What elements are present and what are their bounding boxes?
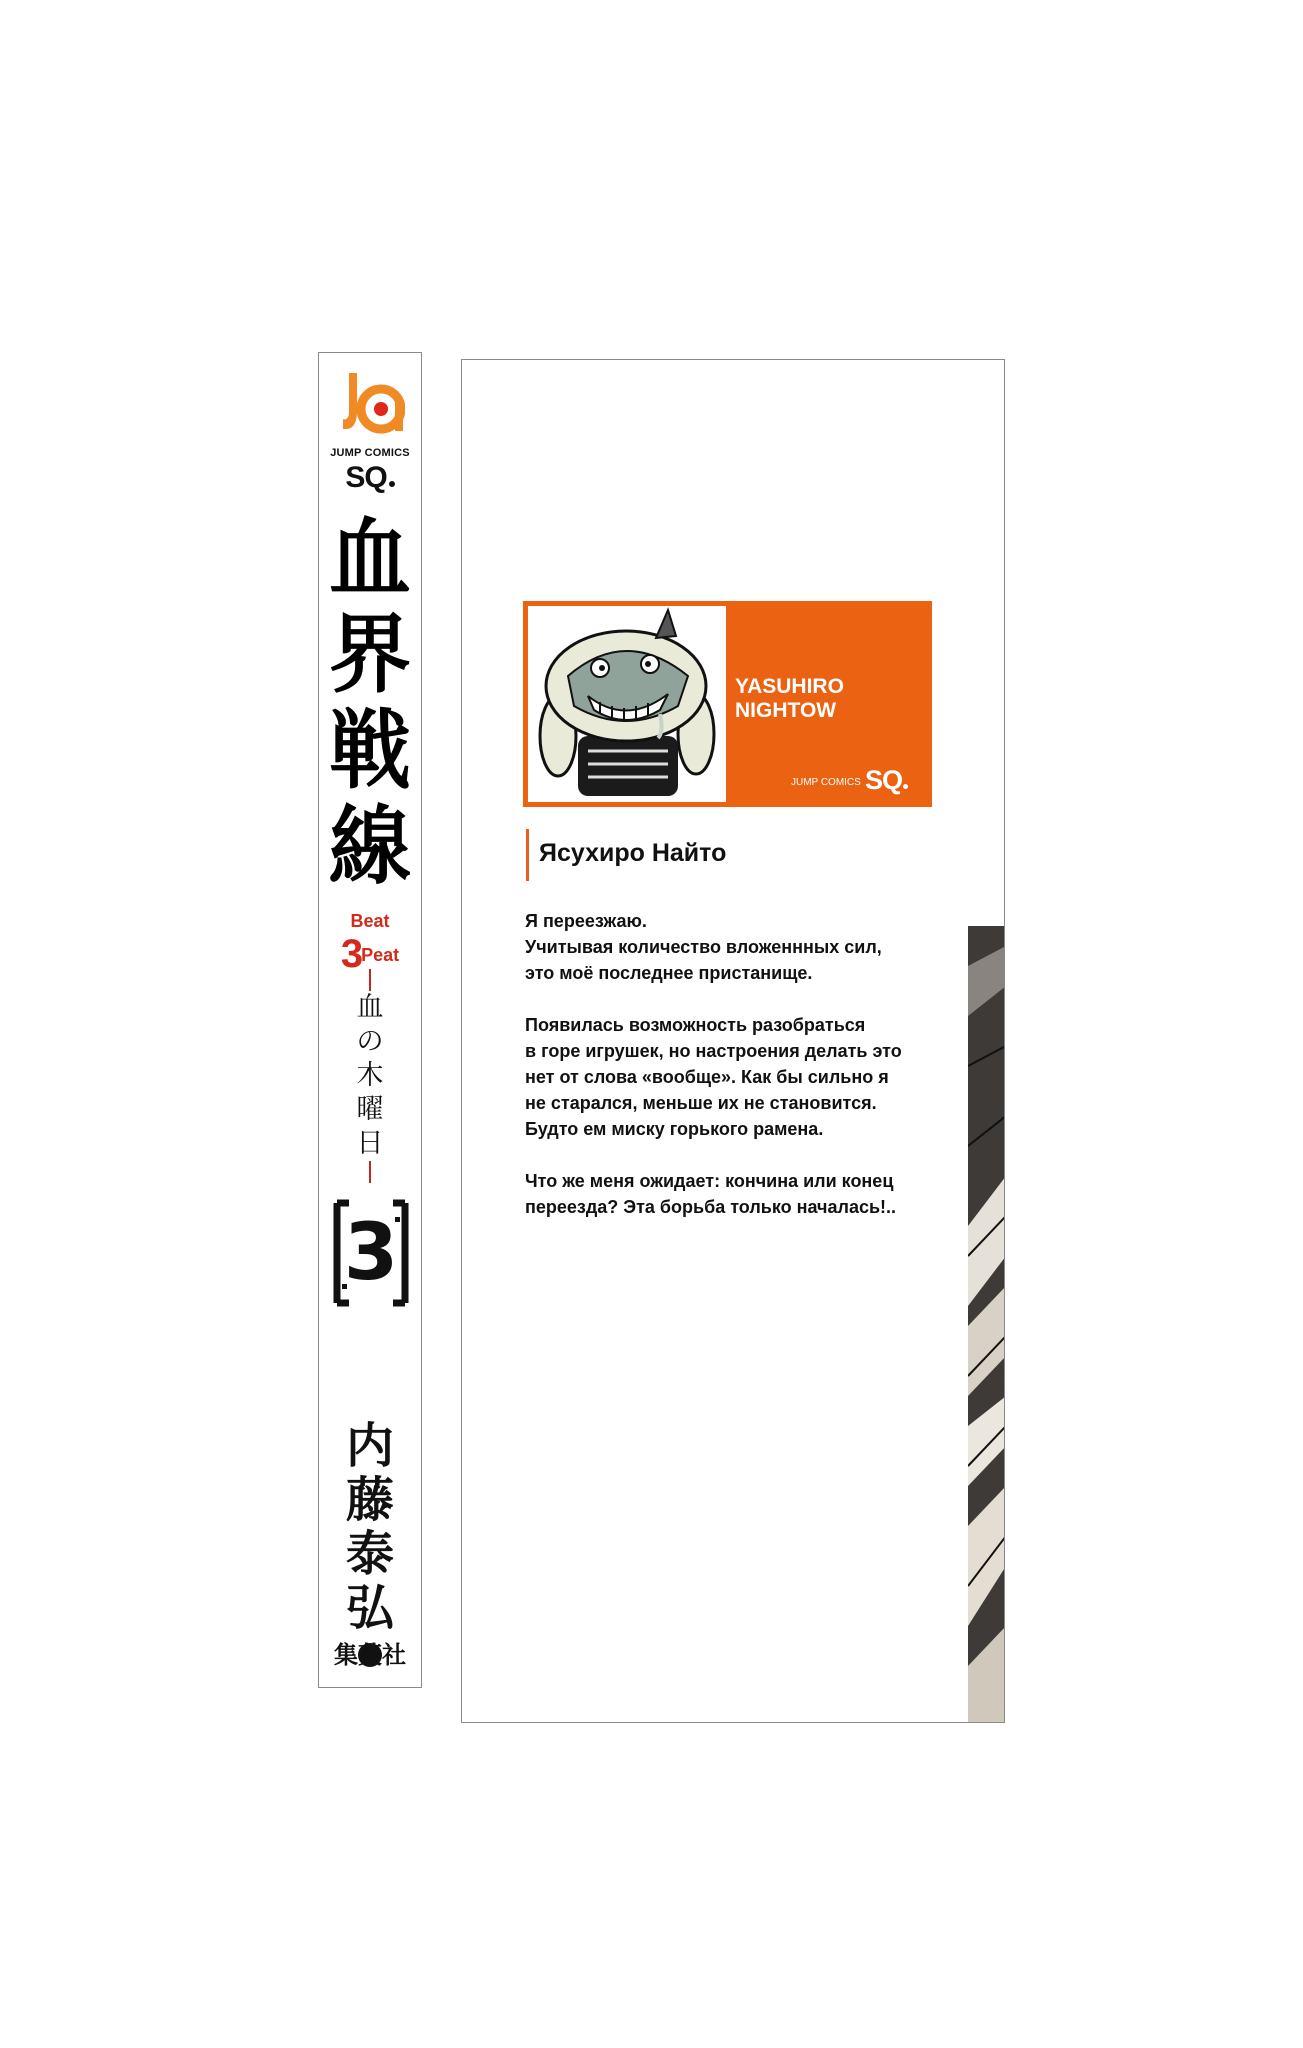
card-imprint-label: JUMP COMICS xyxy=(791,777,861,788)
volume-number: 3 xyxy=(343,1208,399,1298)
author-name-en xyxy=(735,675,844,723)
comment-paragraph xyxy=(525,1168,945,1220)
card-sq-logo xyxy=(865,765,908,796)
series-tag-pre: Beat xyxy=(350,911,390,931)
volume-subtitle xyxy=(319,969,421,1183)
comment-line: не старался, меньше их не становится. xyxy=(525,1093,877,1113)
comment-line: Учитывая количество вложеннных сил, xyxy=(525,937,882,957)
cover-flap xyxy=(461,359,1005,1723)
series-tag xyxy=(319,911,421,977)
author-char: 弘 xyxy=(345,1580,394,1636)
jump-comics-logo-icon xyxy=(337,367,405,439)
comment-line: переезда? Эта борьба только началась!.. xyxy=(525,1197,897,1217)
author-char: 内 xyxy=(345,1418,394,1474)
volume-badge xyxy=(333,1199,409,1307)
subtitle-char: の xyxy=(356,1026,384,1057)
series-tag-num: 3 xyxy=(340,932,362,976)
title-char: 血 xyxy=(329,509,411,609)
subtitle-char: 曜 xyxy=(356,1094,384,1125)
imprint-label: JUMP COMICS xyxy=(330,447,410,459)
sq-logo xyxy=(319,461,421,495)
author-avatar xyxy=(528,606,726,802)
card-sq-label: SQ xyxy=(865,765,903,795)
divider xyxy=(369,1161,371,1183)
title-char: 線 xyxy=(329,797,411,897)
sq-label: SQ xyxy=(345,461,387,494)
comment-line: это моё последнее пристанище. xyxy=(525,963,813,983)
publisher-name: 集英社 xyxy=(334,1641,406,1669)
author-jp xyxy=(319,1419,421,1667)
comment-paragraph xyxy=(525,1012,945,1142)
comment-line: нет от слова «вообще». Как бы сильно я xyxy=(525,1067,889,1087)
subtitle-char: 日 xyxy=(356,1128,384,1159)
comment-line: Появилась возможность разобраться xyxy=(525,1015,866,1035)
author-char: 藤 xyxy=(345,1472,394,1528)
author-card xyxy=(523,601,932,807)
series-title xyxy=(319,511,421,895)
book-spine xyxy=(318,352,422,1688)
author-name-ru: Ясухиро Найто xyxy=(539,839,727,867)
author-comment xyxy=(525,908,945,1246)
title-char: 界 xyxy=(329,605,411,705)
subtitle-char: 血 xyxy=(356,992,384,1023)
series-tag-post: Peat xyxy=(361,945,400,965)
author-name-en-line2: NIGHTOW xyxy=(735,699,837,722)
comment-line: Будто ем миску горького рамена. xyxy=(525,1119,824,1139)
author-char: 泰 xyxy=(345,1526,394,1582)
divider xyxy=(369,969,371,991)
comment-line: в горе игрушек, но настроения делать это xyxy=(525,1041,902,1061)
subtitle-char: 木 xyxy=(356,1060,384,1091)
comment-line: Что же меня ожидает: кончина или конец xyxy=(525,1171,894,1191)
mascot-illustration-icon xyxy=(528,606,726,802)
cover-art-edge xyxy=(968,926,1005,1723)
comment-line: Я переезжаю. xyxy=(525,911,647,931)
author-name-en-line1: YASUHIRO xyxy=(735,675,844,698)
comment-paragraph xyxy=(525,908,945,986)
title-char: 戦 xyxy=(329,701,411,801)
accent-bar xyxy=(526,829,529,881)
